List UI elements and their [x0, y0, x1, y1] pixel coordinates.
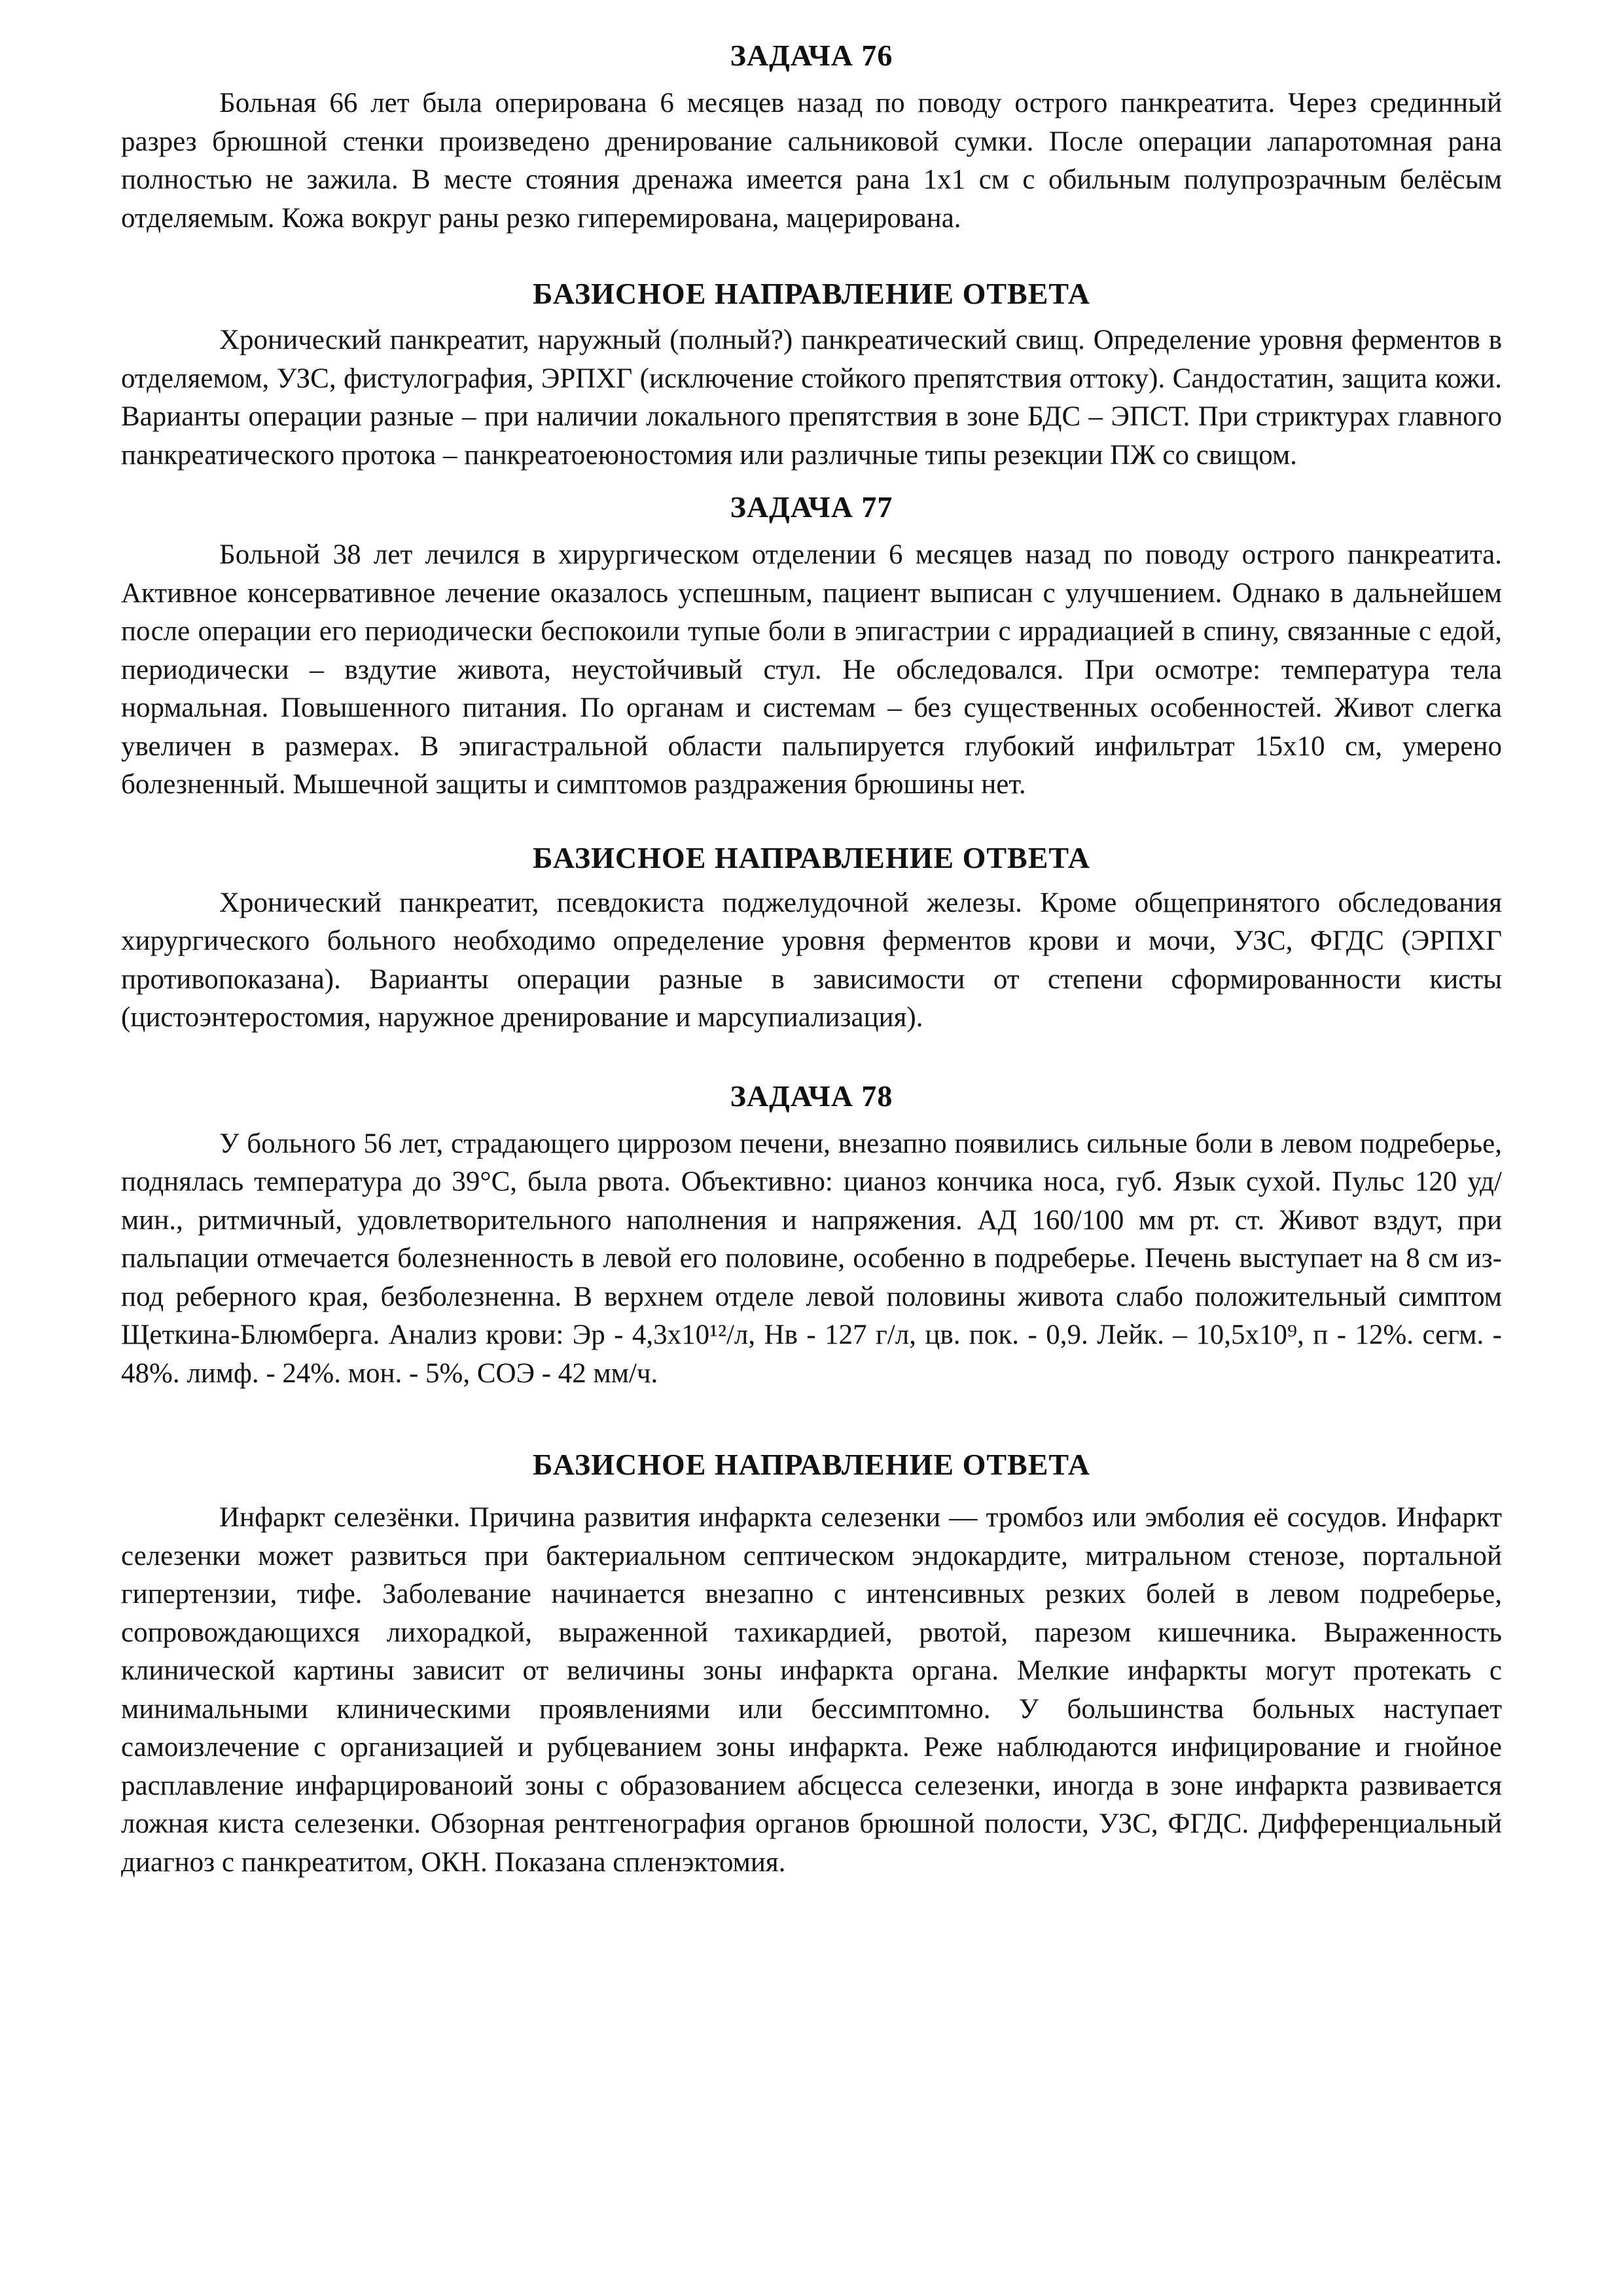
task-78-body: У больного 56 лет, страдающего циррозом печени, внезапно появились сильные боли в левом подреберье, поднялась температура до 39°С, была рвота. Объективно: цианоз кончика носа, губ. Язык сухой. Пульс 120 уд/мин., ритмичный, удовлетворительного наполнения и напряжения. АД 160/100 мм рт. ст. Живот вздут, при пальпации отмечается болезненность в левой его половине, особенно в подреберье. Печень выступает на 8 см из-под реберного края, безболезненна. В верхнем отделе левой половины живота слабо положительный симптом Щеткина-Блюмберга. Анализ крови: Эр - 4,3х10¹²/л, Нв - 127 г/л, цв. пок. - 0,9. Лейк. – 10,5х10⁹, п - 12%. сегм. - 48%. лимф. - 24%. мон. - 5%, СОЭ - 42 мм/ч. — [121, 1128, 1502, 1389]
task-76-title: ЗАДАЧА 76 — [730, 39, 893, 72]
task-77-answer-heading: БАЗИСНОЕ НАПРАВЛЕНИЕ ОТВЕТА — [532, 840, 1091, 874]
document-page — [121, 36, 1502, 1882]
task-78-title: ЗАДАЧА 78 — [730, 1079, 893, 1113]
task-77-answer: Хронический панкреатит, псевдокиста поджелудочной железы. Кроме общепринятого обследования хирургического больного необходимо определение уровня ферментов крови и мочи, УЗС, ФГДС (ЭРПХГ противопоказана). Варианты операции разные в зависимости от степени сформированности кисты (цистоэнтеростомия, наружное дренирование и марсупиализация). — [121, 887, 1502, 1033]
task-78-answer: Инфаркт селезёнки. Причина развития инфаркта селезенки — тромбоз или эмболия её сосудов. Инфаркт селезенки может развиться при бактериальном септическом эндокардите, митральном стенозе, портальной гипертензии, тифе. Заболевание начинается внезапно с интенсивных резких болей в левом подреберье, сопровождающихся лихорадкой, выраженной тахикардией, рвотой, парезом кишечника. Выраженность клинической картины зависит от величины зоны инфаркта органа. Мелкие инфаркты могут протекать с минимальными клиническими проявлениями или бессимптомно. У большинства больных наступает самоизлечение с организацией и рубцеванием зоны инфаркта. Реже наблюдаются инфицирование и гнойное расплавление инфарцированоий зоны с образованием абсцесса селезенки, иногда в зоне инфаркта развивается ложная киста селезенки. Обзорная рентгенография органов брюшной полости, УЗС, ФГДС. Дифференциальный диагноз с панкреатитом, ОКН. Показана спленэктомия. — [121, 1502, 1502, 1878]
task-78-answer-heading: БАЗИСНОЕ НАПРАВЛЕНИЕ ОТВЕТА — [532, 1448, 1091, 1481]
task-77-title: ЗАДАЧА 77 — [730, 490, 893, 524]
task-77-body: Больной 38 лет лечился в хирургическом отделении 6 месяцев назад по поводу острого панкреатита. Активное консервативное лечение оказалось успешным, пациент выписан с улучшением. Однако в дальнейшем после операции его периодически беспокоили тупые боли в эпигастрии с иррадиацией в спину, связанные с едой, периодически – вздутие живота, неустойчивый стул. Не обследовался. При осмотре: температура тела нормальная. Повышенного питания. По органам и системам – без существенных особенностей. Живот слегка увеличен в размерах. В эпигастральной области пальпируется глубокий инфильтрат 15х10 см, умерено болезненный. Мышечной защиты и симптомов раздражения брюшины нет. — [121, 539, 1502, 800]
task-76-answer-heading: БАЗИСНОЕ НАПРАВЛЕНИЕ ОТВЕТА — [532, 277, 1091, 310]
task-76-answer: Хронический панкреатит, наружный (полный?) панкреатический свищ. Определение уровня ферментов в отделяемом, УЗС, фистулография, ЭРПХГ (исключение стойкого препятствия оттоку). Сандостатин, защита кожи. Варианты операции разные – при наличии локального препятствия в зоне БДС – ЭПСТ. При стриктурах главного панкреатического протока – панкреатоеюностомия или различные типы резекции ПЖ со свищом. — [121, 325, 1502, 471]
task-76-body: Больная 66 лет была оперирована 6 месяцев назад по поводу острого панкреатита. Через срединный разрез брюшной стенки произведено дренирование сальниковой сумки. После операции лапаротомная рана полностью не зажила. В месте стояния дренажа имеется рана 1х1 см с обильным полупрозрачным белёсым отделяемым. Кожа вокруг раны резко гиперемирована, мацерирована. — [121, 88, 1502, 234]
